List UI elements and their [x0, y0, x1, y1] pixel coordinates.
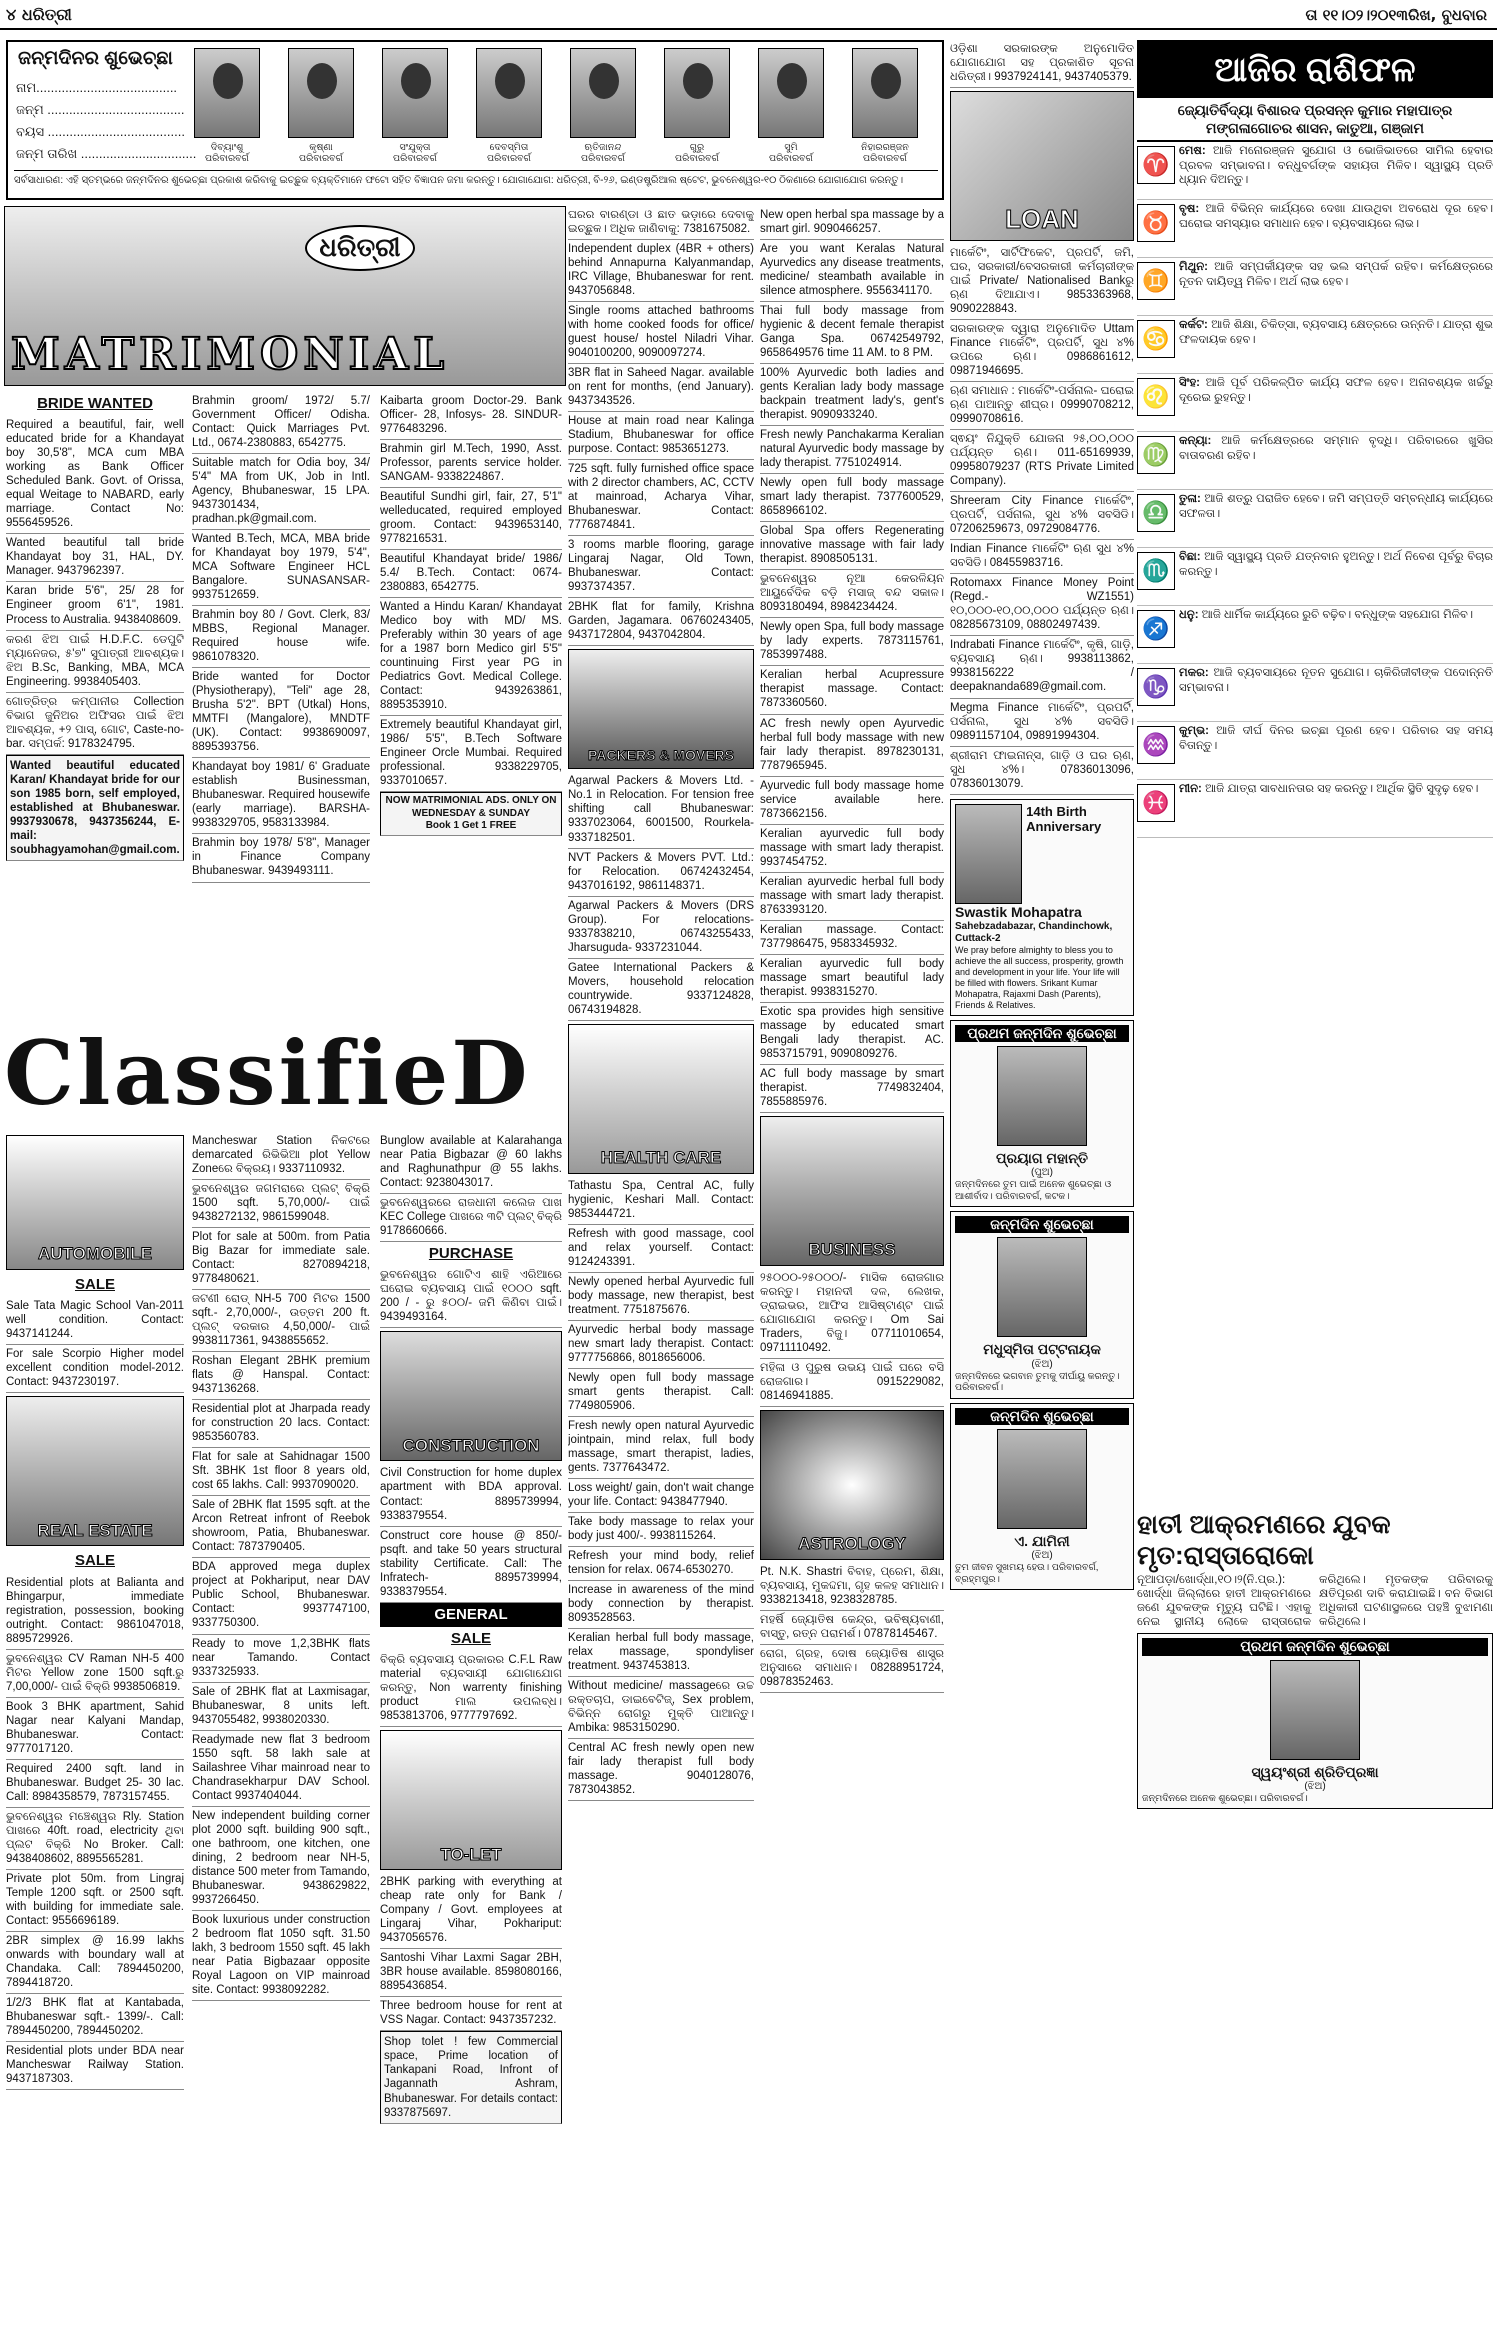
astrologer-byline: ଜ୍ୟୋତିର୍ବିଦ୍ୟା ବିଶାରଦ ପ୍ରସନ୍ନ କୁମାର ମହାପାତ୍ର ମଙ୍ଗଳାଗୋଚର ଶାସନ, କାତୁଆ, ଗଞ୍ଜାମ [1137, 98, 1493, 142]
classified-ad: ଜଟଣୀ ରୋଡ୍ NH-5 700 ମିଟର 1500 sqft.- 2,70,000/-, ଉତ୍ତମ 200 ft. ପ୍ଲଟ୍ ଦରକାର 4,50,000/- ପାଇଁ 9938117361, 9438855652. [192, 1290, 370, 1352]
horoscope-sign [1137, 780, 1493, 838]
construction-image [380, 1331, 562, 1461]
sign-name: ଧନୁ: [1179, 609, 1199, 622]
zodiac-icon: ♉ [1137, 204, 1175, 242]
classified-ad: ଘରର ବାରଣ୍ଡା ଓ ଛାତ ଭଡ଼ାରେ ଦେବାକୁ ଇଚ୍ଛୁକ। ଅଧିକ ଜାଣିବାକୁ: 7381675082. [568, 206, 754, 240]
card-message: ଜନ୍ମଦିନରେ ଅନେକ ଶୁଭେଚ୍ଛା। ପରିବାରବର୍ଗ। [1142, 1792, 1308, 1804]
classified-ad: ଭୁବନେଶ୍ୱରରେ ରାଜଧାନୀ କଲେଜ ପାଖ KEC College ପାଖରେ ୩ଟି ପ୍ଲଟ୍ ବିକ୍ରି 9178660666. [380, 1194, 562, 1242]
classified-ad: Refresh your mind body, relief tension for relax. 0674-6530270. [568, 1547, 754, 1581]
classified-ad: Wanted B.Tech, MCA, MBA bride for Khandayat boy 1979, 5'4", MCA Software Engineer HCL Bangalore. SUNASANSAR- 9937512659. [192, 530, 370, 606]
zodiac-icon: ♊ [1137, 262, 1175, 300]
card-title: ଜନ୍ମଦିନ ଶୁଭେଚ୍ଛା [955, 1216, 1129, 1233]
classified-ad: Brahmin boy 1978/ 5'8", Manager in Finance Company Bhubaneswar. 9439493111. [192, 834, 370, 882]
card-relation: (ଝିଅ) [1031, 1358, 1053, 1370]
sign-name: ମକର: [1179, 667, 1209, 680]
classified-ad: Sale of 2BHK flat 1595 sqft. at the Arcon Retreat infront of Reebok showroom, Patia, Bhubaneswar. Contact: 7873790405. [192, 1496, 370, 1558]
packers-movers-image [568, 649, 754, 769]
child-photo [382, 48, 448, 138]
classified-ad: Required 2400 sqft. land in Bhubaneswar. Budget 25- 30 lac. Call: 8984358579, 7873157455. [6, 1760, 184, 1808]
classified-ad: Wanted a Hindu Karan/ Khandayat Medico boy with MD/ MS. Preferably within 30 years of age for a 1987 born Medico girl 5'5" countinuing First year PG in Pediatrics Govt. Medical College. Contact: 9439263861, 8895353910. [380, 598, 562, 716]
card-title: ଜନ୍ମଦିନ ଶୁଭେଚ୍ଛା [955, 1408, 1129, 1425]
automobile-caption: AUTOMOBILE [38, 1244, 152, 1264]
card-title: 14th Birth Anniversary [1026, 803, 1102, 835]
birthday-card [950, 1403, 1134, 1591]
classified-ad: 2BHK flat for family, Krishna Garden, Jagamara. 06760243405, 9437172804, 9437042804. [568, 598, 754, 646]
classified-ad: Keralian herbal Acupressure therapist massage. Contact: 7873360560. [760, 666, 944, 714]
classified-ad: Beautiful Khandayat bride/ 1986/ 5.4/ B.Tech. Contact: 0674-2380883, 6542775. [380, 550, 562, 598]
classified-ad: ମହର୍ଷି ଜ୍ୟୋତିଷ କେନ୍ଦ୍ର, ଭବିଷ୍ୟବାଣୀ, ବାସ୍ତୁ, ରତ୍ନ ପରାମର୍ଶ। 07878145467. [760, 1611, 944, 1645]
horoscope-section [1137, 40, 1493, 1540]
child-photo [476, 48, 542, 138]
sign-name: କନ୍ୟା: [1179, 435, 1212, 448]
ad: ଭୁବନେଶ୍ୱର ଗୋଟିଏ ଶାହି ଏରିଆରେ ଘରୋଇ ବ୍ୟବସାୟ ପାଇଁ ୧୦୦୦ sqft. 200 / - ରୁ ୫୦୦/- ଜମି କିଣିବା ପାଇଁ। 9439493164. [380, 1266, 562, 1328]
sign-text: ଆଜି ସ୍ୱାସ୍ଥ୍ୟ ପ୍ରତି ଯତ୍ନବାନ ହୁଅନ୍ତୁ। ଅର୍ଥ ନିବେଶ ପୂର୍ବରୁ ବିଚାର କରନ୍ତୁ। [1179, 551, 1494, 578]
birthday-note: ସର୍ବସାଧାରଣ: ଏହି ସ୍ତମ୍ଭରେ ଜନ୍ମଦିନର ଶୁଭେଚ୍ଛା ପ୍ରକାଶ କରିବାକୁ ଇଚ୍ଛୁକ ବ୍ୟକ୍ତିମାନେ ଫଟୋ ସହିତ ବିଜ୍ଞାପନ ଜମା କରନ୍ତୁ। ଯୋଗାଯୋଗ: ଧରିତ୍ରୀ, ବି-୨୬, ଇଣ୍ଡଷ୍ଟ୍ରିଆଲ ଷ୍ଟେଟ, ଭୁବନେଶ୍ୱର-୧୦ ଠିକଣାରେ ଯୋଗାଯୋଗ କରନ୍ତୁ। [14, 170, 938, 187]
sign-name: ମେଷ: [1179, 145, 1206, 158]
horoscope-sign [1137, 432, 1493, 490]
classified-ad: Flat for sale at Sahidnagar 1500 Sft. 3BHK 1st floor 8 years old, cost 65 lakhs. Call: 9937090020. [192, 1448, 370, 1496]
classified-ad: ରୋଗ, ଗ୍ରହ, ଦୋଷ ଜ୍ୟୋତିଷ ଶାସ୍ତ୍ର ଅନୁସାରେ ସମାଧାନ। 08288951724, 09878352463. [760, 1645, 944, 1693]
classified-ad: Karan bride 5'6", 25/ 28 for Engineer groom 6'1", 1981. Process to Australia. 9438408609. [6, 582, 184, 630]
classified-ad: Residential plots under BDA near Mancheswar Railway Station. 9437187303. [6, 2042, 184, 2090]
card-message: ଜନ୍ମଦିନରେ ତୁମ ପାଇଁ ଅନେକ ଶୁଭେଚ୍ଛା ଓ ଆଶୀର୍ବାଦ। ପରିବାରବର୍ଗ, କଟକ। [955, 1179, 1112, 1202]
classified-ad: Newly open full body massage smart lady therapist. 7377600529, 8658966102. [760, 474, 944, 522]
sign-text: ଆଜି କର୍ମକ୍ଷେତ୍ରରେ ସମ୍ମାନ ବୃଦ୍ଧି। ପରିବାରରେ ଖୁସିର ବାତାବରଣ ରହିବ। [1179, 435, 1493, 462]
news-column [1137, 1505, 1493, 2325]
page-header [0, 0, 1497, 30]
photo [997, 1237, 1087, 1337]
classified-ad: Are you want Keralas Natural Ayurvedics any disease treatments, medicine/ steambath available in silence atmosphere. 9556341170. [760, 240, 944, 302]
classified-ad: ଓଡ଼ିଶା ସରକାରଙ୍କ ଅନୁମୋଦିତ ଯୋଗାଯୋଗ ସହ ପ୍ରକାଶିତ ସୂଚନା ଧରିତ୍ରୀ। 9937924141, 9437405379. [950, 40, 1134, 88]
classified-ad: Loss weight/ gain, don't wait change your life. Contact: 9438477940. [568, 1479, 754, 1513]
matrimonial-banner [4, 206, 566, 386]
matrimonial-offer-box: NOW MATRIMONIAL ADS. ONLY ON WEDNESDAY & SUNDAY Book 1 Get 1 FREE [380, 792, 562, 836]
child-name: ଋତିଜାନନ୍ଦ ପରିବାରବର୍ଗ [581, 142, 625, 165]
construction-caption: CONSTRUCTION [402, 1435, 540, 1455]
classified-ad: BDA approved mega duplex project at Pokhariput, near DAV Public School, Bhubaneswar. Contact: 9937747100, 9337750300. [192, 1558, 370, 1634]
classified-ad: Beautiful Sundhi girl, fair, 27, 5'1" welleducated, required employed groom. Contact: 9439653140, 9778216531. [380, 488, 562, 550]
classified-title: ClassifieD [4, 1021, 531, 1125]
classified-ad: 1/2/3 BHK flat at Kantabada, Bhubaneswar sqft.- 1399/-. Call: 7894450200, 7894450202. [6, 1994, 184, 2042]
classified-ad: Ayurvedic herbal body massage new smart lady therapist. Contact: 9777756866, 8018656006. [568, 1321, 754, 1369]
card-relation: (ପୁଅ) [1030, 1167, 1054, 1179]
classified-ad: Newly opened herbal Ayurvedic full body massage, new therapist, best treatment. 7751875676. [568, 1273, 754, 1321]
card-name: ଏ. ଯାମିନୀ [1014, 1532, 1070, 1549]
classified-ad: Plot for sale at 500m. from Patia Big Bazar for immediate sale. Contact: 8270894218, 9778480621. [192, 1228, 370, 1290]
classified-ad: Khandayat boy 1981/ 6' Graduate establish Businessman, Bhubaneswar. Required housewife (early marriage). BARSHA- 9938329705, 9583133984. [192, 758, 370, 834]
issue-date: ତା ୧୧।୦୨।୨୦୧୩ରିଖ, ବୁଧବାର [1305, 6, 1487, 24]
birthday-title: ଜନ୍ମଦିନର ଶୁଭେଚ୍ଛା [18, 48, 173, 69]
classified-ad: Central AC fresh newly open new fair lady therapist full body massage. 9040128076, 7873043852. [568, 1739, 754, 1801]
form-field: ବୟସ ...................................... [16, 124, 185, 139]
classified-ad: Private plot 50m. from Lingraj Temple 1200 sqft. or 2500 sqft. with building for immediate sale. Contact: 9556696189. [6, 1870, 184, 1932]
massage-business-astrology-column [760, 206, 944, 2326]
classified-ad: ଶ୍ରୀରାମ ଫାଇନାନ୍ସ, ଗାଡ଼ି ଓ ଘର ଋଣ, ସୁଧ ୪%। 07836013096, 07836013079. [950, 747, 1134, 795]
classified-ad: Megma Finance ମାର୍କେଟିଂ, ପ୍ରପର୍ଟି, ପର୍ସନାଲ, ସୁଧ ୪% ସବସିଡି। 09891157104, 09891994304. [950, 699, 1134, 747]
classified-ad: ୨୫୦୦୦-୨୫୦୦୦/- ମାସିକ ରୋଜଗାର କରନ୍ତୁ। ମହାନଦୀ ଦଳ, ଲେଖକ, ଡ୍ରାଇଭର, ଆଫିସ ଆସିଷ୍ଟାଣ୍ଟ ପାଇଁ ଯୋଗାଯୋଗ କରନ୍ତୁ। Om Sai Traders, ବିଜୁ। 07711010654, 09711110492. [760, 1269, 944, 1359]
sign-name: ବିଛା: [1179, 551, 1201, 564]
horoscope-sign [1137, 490, 1493, 548]
purchase-heading: PURCHASE [428, 1245, 514, 1263]
horoscope-sign [1137, 374, 1493, 432]
card-message: ଜନ୍ମଦିନରେ ଭଗବାନ ତୁମକୁ ଦୀର୍ଘାୟୁ କରନ୍ତୁ। ପରିବାରବର୍ଗ। [955, 1370, 1120, 1394]
classified-ad: Brahmin groom/ 1972/ 5.7/ Government Officer/ Odisha. Contact: Quick Marriages Pvt. Ltd., 0674-2380883, 6542775. [192, 392, 370, 454]
sign-text: ଆଜି ପୂର୍ବ ପରିକଳ୍ପିତ କାର୍ଯ୍ୟ ସଫଳ ହେବ। ଅନାବଶ୍ୟକ ଖର୍ଚ୍ଚରୁ ଦୂରେଇ ରୁହନ୍ତୁ। [1179, 377, 1493, 404]
classified-ad: Agarwal Packers & Movers Ltd. - No.1 in Relocation. For tension free shifting call Bhubaneswar: 9337023064, 6001500, Rourkela- 9337182501. [568, 772, 754, 848]
sign-name: ମୀନ: [1179, 783, 1202, 796]
child-photo [570, 48, 636, 138]
photo [997, 1046, 1087, 1146]
classified-ad: ମହିଳା ଓ ପୁରୁଷ ଉଭୟ ପାଇଁ ଘରେ ବସି ରୋଜଗାର। 0915229082, 08146941885. [760, 1359, 944, 1407]
photo [1270, 1660, 1360, 1760]
classified-ad: Construct core house @ 850/- psqft. and take 50 years structural stability Certificate. Call: The Infratech- 8895739994, 9338379554. [380, 1527, 562, 1603]
health-care-image [568, 1024, 754, 1174]
zodiac-icon: ♒ [1137, 726, 1175, 764]
zodiac-icon: ♋ [1137, 320, 1175, 358]
card-name: ପ୍ରୟାଗ ମହାନ୍ତି [996, 1149, 1088, 1166]
card-message: ତୁମ ଜୀବନ ସୁଖମୟ ହେଉ। ପରିବାରବର୍ଗ, ବ୍ରହ୍ମପୁର। [955, 1562, 1099, 1585]
classified-ad: ଋଣ ସମାଧାନ : ମାର୍କେଟିଂ-ପର୍ସନାଲ- ଘରୋଇ ଋଣ ପାଆନ୍ତୁ ଶୀଘ୍ର। 09990708212, 09990708616. [950, 382, 1134, 430]
classified-ad: Sale Tata Magic School Van-2011 well condition. Contact: 9437141244. [6, 1297, 184, 1345]
sign-name: କୁମ୍ଭ: [1179, 725, 1209, 738]
business-image [760, 1116, 944, 1266]
classified-ad: Keralian herbal full body massage, relax massage, spondyliser treatment. 9437453813. [568, 1629, 754, 1677]
classified-ad: Tathastu Spa, Central AC, fully hygienic, Keshari Mall. Contact: 9853444721. [568, 1177, 754, 1225]
classified-ad: Readymade new flat 3 bedroom 1550 sqft. 58 lakh sale at Sailashree Vihar mainroad near to Chandrasekharpur DAV School. Contact 9937404044. [192, 1731, 370, 1807]
classified-ad: New independent building corner plot 2000 sqft. building 900 sqft., one bathroom, one kitchen, one dining, 2 bedroom near NH-5, distance 500 meter from Tamando, Bhubaneswar. 9438629822, 9937266450. [192, 1807, 370, 1911]
dharitri-logo: ଧରିତ୍ରୀ [305, 225, 415, 271]
shop-tolet-box: Shop tolet ! few Commercial space, Prime location of Tankapani Road, Infront of Jagannath Ashram, Bhubaneswar. For details contact: 9337875697. [380, 2031, 562, 2123]
child-photo [194, 48, 260, 138]
classified-ad: ଭୁବନେଶ୍ୱର ନୂଆ କେରଳିୟନ ଆୟୁର୍ବେଦିକ ବଡ଼ି ମସାଜ୍ ବନ୍ଦ ସକାଳ। 8093180494, 8984234424. [760, 570, 944, 618]
classified-ad: Three bedroom house for rent at VSS Nagar. Contact: 9437357232. [380, 1997, 562, 2031]
horoscope-sign [1137, 316, 1493, 374]
birthday-card [950, 1020, 1134, 1208]
to-let-image [380, 1730, 562, 1870]
child-name: ଗୁରୁ ପରିବାରବର୍ଗ [675, 142, 719, 165]
packers-caption: PACKERS & MOVERS [588, 747, 734, 764]
zodiac-icon: ♈ [1137, 146, 1175, 184]
real-estate-caption: REAL ESTATE [37, 1520, 153, 1540]
classified-ad: ମାର୍କେଟିଂ, ସାର୍ଟିଫିକେଟ, ପ୍ରପର୍ଟି, ଜମି, ଘର, ସରକାରୀ/ବେସରକାରୀ କର୍ମଚାରୀଙ୍କ ପାଇଁ Private/ Nationalised Bankରୁ ଋଣ ଦିଆଯାଏ। 9853363968, 9090228843. [950, 244, 1134, 320]
classified-ad: Residential plot at Jharpada ready for construction 20 lacs. Contact: 9853560783. [192, 1400, 370, 1448]
classified-ad: Without medicine/ massageରେ ଉଚ୍ଚ ରକ୍ତଚାପ, ଡାଇବେଟିଜ୍, Sex problem, ବିଭିନ୍ନ ରୋଗରୁ ମୁକ୍ତି ପାଆନ୍ତୁ। Ambika: 9853150290. [568, 1677, 754, 1739]
classified-ad: Newly open full body massage smart gents therapist. Call: 7749805906. [568, 1369, 754, 1417]
classified-ad: Refresh with good massage, cool and relax yourself. Contact: 9124243391. [568, 1225, 754, 1273]
classified-ad: Single rooms attached bathrooms with home cooked foods for office/ guest house/ hostel Niladri Vihar. 9040100200, 9090097274. [568, 302, 754, 364]
classified-ad: ଭୁବନେଶ୍ୱର ମଞ୍ଚେଶ୍ୱର Rly. Station ପାଖରେ 40ft. road, electricity ଥିବା ପ୍ଲଟ ବିକ୍ରି No Broker. Call: 9438408602, 8895565281. [6, 1808, 184, 1870]
horoscope-sign [1137, 606, 1493, 664]
classified-ad: Santoshi Vihar Laxmi Sagar 2BH, 3BR house available. 8598080166, 8895436854. [380, 1949, 562, 1997]
classified-ad: Newly open Spa, full body massage by lady experts. 7873115761, 7853997488. [760, 618, 944, 666]
card-title: ପ୍ରଥମ ଜନ୍ମଦିନ ଶୁଭେଚ୍ଛା [955, 1025, 1129, 1042]
classified-ad: Ayurvedic full body massage home service available here. 7873662156. [760, 777, 944, 825]
classified-ad: Bunglow available at Kalarahanga near Patia Bigbazar @ 60 lakhs and Raghunathpur @ 55 lakhs. Contact: 9238043017. [380, 1132, 562, 1194]
horoscope-sign [1137, 142, 1493, 200]
classified-ad: Keralian ayurvedic full body massage with smart lady therapist. 9937454752. [760, 825, 944, 873]
child-name: ନିହାରରଞ୍ଜନ ପରିବାରବର୍ଗ [861, 142, 909, 165]
sign-text: ଆଜି ଶିକ୍ଷା, ଚିକିତ୍ସା, ବ୍ୟବସାୟ କ୍ଷେତ୍ରରେ ଉନ୍ନତି। ଯାତ୍ରା ଶୁଭ ଫଳଦାୟକ ହେବ। [1179, 319, 1493, 346]
classified-ad: Bride wanted for Doctor (Physiotherapy), "Teli" age 28, Brusha 5'2". BPT (Utkal) Hons, MMTFI (Mangalore), MNDTF (UK). Contact: 9938690097, 8895393756. [192, 668, 370, 758]
photo [955, 804, 1022, 904]
sign-text: ଆଜି ଦୀର୍ଘ ଦିନର ଇଚ୍ଛା ପୂରଣ ହେବ। ପରିବାର ସହ ସମୟ ବିତାନ୍ତୁ। [1179, 725, 1493, 752]
zodiac-icon: ♐ [1137, 610, 1175, 648]
classified-ad: Book luxurious under construction 2 bedroom flat 1050 sqft. 31.50 lakh, 3 bedroom 1550 sqft. 45 lakh near Patia Bigbazaar opposite Royal Lagoon on VIP mainroad site. Contact: 9938092282. [192, 1911, 370, 2001]
classified-ad: Thai full body massage from hygienic & decent female therapist Ganga Spa. 06742549792, 9658649576 time 11 AM. to 8 PM. [760, 302, 944, 364]
classified-ad: Suitable match for Odia boy, 34/ 5'4" MA from UK, Job in Intl. Agency, Bhubaneswar, 15 LPA. 9437301434, pradhan.pk@gmail.com. [192, 454, 370, 530]
classified-ad: Mancheswar Station ନିକଟରେ demarcated ରିଭିଭିଆ plot Yellow Zoneରେ ବିକ୍ରୟ। 9337110932. [192, 1132, 370, 1180]
card-relation: (ଝିଅ) [1304, 1780, 1326, 1792]
classified-ad: Required a beautiful, fair, well educated bride for a Khandayat boy 30,5'8", MCA cum MBA working as Bank Officer Scheduled Bank. Govt. of Orissa, equal Weitage to NABARD, early marriage. Contact No: 9556459526. [6, 416, 184, 534]
card-address: Sahebzadabazar, Chandinchowk, Cuttack-2 [955, 920, 1113, 944]
news-body: ନୂଆପଡ଼ା/ଖୋର୍ଦ୍ଧା,୧୦।୨(ନି.ପ୍ର.): ଖୋର୍ଦ୍ଧା ଜିଲ୍ଲାରେ ହାତୀ ଆକ୍ରମଣରେ ଜଣେ ଯୁବକଙ୍କ ମୃତ୍ୟୁ ଘଟିଛି। ଏହାକୁ ନେଇ ସ୍ଥାନୀୟ ଲୋକେ ରାସ୍ତାରୋକ କରିଥିଲେ। ମୃତକଙ୍କ ପରିବାରକୁ କ୍ଷତିପୂରଣ ଦାବି କରାଯାଇଛି। ବନ ବିଭାଗ ଅଧିକାରୀ ଘଟଣାସ୍ଥଳରେ ପହଞ୍ଚି ବୁଝାମଣା କରିଥିଲେ। [1137, 1574, 1493, 1629]
classified-ad: Keralian ayurvedic herbal full body massage with smart lady therapist. 8763393120. [760, 873, 944, 921]
classified-ad: Increase in awareness of the mind body connection by therapist. 8093528563. [568, 1581, 754, 1629]
classified-ad: Keralian ayurvedic full body massage smart beautiful lady therapist. 9938315270. [760, 955, 944, 1003]
classified-ad: ସରକାରଙ୍କ ଦ୍ୱାରା ଅନୁମୋଦିତ Uttam Finance ମାର୍କେଟିଂ, ପ୍ରପର୍ଟି, ସୁଧ ୪% ଉପରେ ଋଣ। 0986861612, 09871946695. [950, 320, 1134, 382]
astrology-caption: ASTROLOGY [798, 1534, 906, 1554]
child-name: ସଂଯୁକ୍ତା ପରିବାରବର୍ଗ [393, 142, 437, 165]
astrology-image [760, 1410, 944, 1560]
sign-name: ମିଥୁନ: [1179, 261, 1208, 274]
zodiac-icon: ♏ [1137, 552, 1175, 590]
classified-ad: Roshan Elegant 2BHK premium flats @ Hanspal. Contact: 9437136268. [192, 1352, 370, 1400]
loan-caption: LOAN [1005, 204, 1079, 235]
sign-text: ଆଜି ବିଭିନ୍ନ କାର୍ଯ୍ୟରେ ଦେଖା ଯାଉଥିବା ଅବରୋଧ ଦୂର ହେବ। ଘରୋଇ ସମସ୍ୟାର ସମାଧାନ ହେବ। ବ୍ୟବସାୟରେ ଲାଭ। [1179, 203, 1493, 230]
child-photo [852, 48, 918, 138]
birthday-card [950, 1211, 1134, 1399]
to-let-caption: TO-LET [440, 1844, 502, 1864]
zodiac-icon: ♓ [1137, 784, 1175, 822]
horoscope-sign [1137, 200, 1493, 258]
matrimonial-column-2 [192, 392, 370, 1012]
classified-ad: 2BR simplex @ 16.99 lakhs onwards with boundary wall at Chandaka. Call: 7894450200, 7894418720. [6, 1932, 184, 1994]
sign-name: ବୃଷ: [1179, 203, 1200, 216]
loan-birthday-column [950, 40, 1134, 2326]
form-field: ନାମ....................................... [16, 80, 178, 95]
classified-ad: ଭୁବନେଶ୍ୱର CV Raman NH-5 400 ମିଟର Yellow zone 1500 sqft.ରୁ 7,00,000/- ପାଇଁ ବିକ୍ରି 9938506819. [6, 1650, 184, 1698]
classified-ad: Gatee International Packers & Movers, household relocation countrywide. 9337124828, 06743194828. [568, 959, 754, 1021]
card-message: We pray before almighty to bless you to achieve the all success, prosperity, growth and development in your life. Your life will be filled with flowers. Srikant Kumar Mohapatra, Rajaxmi Dash (Parents), Friends & Relatives. [955, 945, 1124, 1010]
loan-image [950, 91, 1134, 241]
automobile-image [6, 1135, 184, 1270]
classified-ad: Independent duplex (4BR + others) behind Annapurna Kalyanmandap, IRC Village, Bhubaneswar for rent. 9437056848. [568, 240, 754, 302]
horoscope-sign [1137, 722, 1493, 780]
health-care-caption: HEALTH CARE [600, 1147, 722, 1167]
automobile-realestate-column [6, 1132, 184, 2327]
classified-ad: Extremely beautiful Khandayat girl, 1986/ 5'5", B.Tech Software Engineer Orcle Mumbai. Required professional. 9338229705, 9337010657. [380, 716, 562, 792]
classified-ad: Pt. N.K. Shastri ବିବାହ, ପ୍ରେମ, ଶିକ୍ଷା, ବ୍ୟବସାୟ, ମୁକଦ୍ଦମା, ଗୃହ କଳହ ସମାଧାନ। 9338213418, 9238328785. [760, 1563, 944, 1611]
classified-ad: Fresh newly Panchakarma Keralian natural Ayurvedic body massage by lady therapist. 7751024914. [760, 426, 944, 474]
classified-ad: Exotic spa provides high sensitive massage by educated smart Bengali lady therapist. AC. 9853715791, 9090809276. [760, 1003, 944, 1065]
classified-ad: 2BHK parking with everything at cheap rate only for Bank / Company / Govt. employees at Lingaraj Vihar, Pokhariput: 9437056576. [380, 1873, 562, 1949]
zodiac-icon: ♎ [1137, 494, 1175, 532]
classified-ad: Rotomaxx Finance Money Point (Regd.- WZ1551) ୧୦,୦୦୦-୧୦,୦୦,୦୦୦ ପର୍ଯ୍ୟନ୍ତ ଋଣ। 08285673109, 08802497439. [950, 574, 1134, 636]
ad: ବିକ୍ରି ବ୍ୟବସାୟ ପ୍ରକାରର C.F.L Raw material ବ୍ୟବସାୟୀ ଯୋଗାଯୋଗ କରନ୍ତୁ, Non warrenty finishing product ମାଲ ଉପଲବ୍ଧ। 9853813706, 9777797692. [380, 1651, 562, 1727]
child-name: ସୁମି ପରିବାରବର୍ଗ [769, 142, 813, 165]
child-name: ଦେବସ୍ମିତା ପରିବାରବର୍ଗ [487, 142, 531, 165]
page-number: ୪ ଧରିତ୍ରୀ [6, 5, 72, 24]
classified-ad: Brahmin girl M.Tech, 1990, Asst. Professor, parents service holder. SANGAM- 9338224867. [380, 440, 562, 488]
general-heading: GENERAL [380, 1603, 562, 1627]
classified-ad: Fresh newly open natural Ayurvedic jointpain, mind relax, full body massage, smart therapist, ladies, gents. 7377643472. [568, 1417, 754, 1479]
zodiac-icon: ♑ [1137, 668, 1175, 706]
classified-ad: Global Spa offers Regenerating innovative massage with fair lady therapist. 8908505131. [760, 522, 944, 570]
classified-ad: ଗୋତ୍ରିତ୍ର କମ୍ପାନୀର Collection ବିଭାଗ ଜୁନିଅର ଅଫିସର ପାଇଁ ଝିଅ ଆବଶ୍ୟକ, +୨ ପାସ୍, ଗୋଟ, Caste-no-bar. ସମ୍ପର୍କ: 9178324795. [6, 693, 184, 755]
boxed-ad: Wanted beautiful educated Karan/ Khandayat bride for our son 1985 born, self employed, established at Bhubaneswar. 9937930678, 9437356244, E-mail: soubhagyamohan@gmail.com. [6, 755, 184, 861]
groom-wanted-column [380, 392, 562, 1012]
sign-text: ଆଜି ଯାତ୍ରା ସାବଧାନତାର ସହ କରନ୍ତୁ। ଆର୍ଥିକ ସ୍ଥିତି ସୁଦୃଢ଼ ହେବ। [1205, 783, 1479, 796]
classified-ad: New open herbal spa massage by a smart girl. 9090466257. [760, 206, 944, 240]
purchase-construction-column [380, 1132, 562, 2327]
birthday-card [1137, 1633, 1493, 1809]
classified-ad: 725 sqft. fully furnished office space with 2 director chambers, AC, CCTV at mainroad, Acharya Vihar, Bhubaneswar. Contact: 7776874841. [568, 460, 754, 536]
horoscope-sign [1137, 548, 1493, 606]
child-name: ଦିବ୍ୟାଂଶୁ ପରିବାରବର୍ଗ [205, 142, 249, 165]
classified-ad: AC fresh newly open Ayurvedic herbal full body massage with new fair lady therapist. 8978230131, 7787965945. [760, 715, 944, 777]
sale-heading: SALE [450, 1629, 491, 1647]
bride-wanted-column [6, 392, 184, 1012]
birthday-wishes-strip [6, 40, 944, 200]
classified-ad: କରଣ ଝିଅ ପାଇଁ H.D.F.C. ଡେପୁଟି ମ୍ୟାନେଜର, ୫'୭" ସୁପାତ୍ରୀ ଆବଶ୍ୟକ। ଝିଅ B.Sc, Banking, MBA, MCA Engineering. 9938405403. [6, 631, 184, 693]
classified-ad: House at main road near Kalinga Stadium, Bhubaneswar for office purpose. Contact: 9853651273. [568, 412, 754, 460]
card-name: ମଧୁସ୍ମିତା ପଟ୍ଟନାୟକ [983, 1341, 1101, 1358]
child-photo [664, 48, 730, 138]
sign-name: ତୁଳା: [1179, 493, 1201, 506]
zodiac-icon: ♌ [1137, 378, 1175, 416]
card-relation: (ଝିଅ) [1031, 1550, 1053, 1562]
classified-ad: ଭୁବନେଶ୍ୱର ଜଗମରାରେ ପ୍ଲଟ୍ ବିକ୍ରି 1500 sqft. 5,70,000/- ପାଇଁ 9438272132, 9861599048. [192, 1180, 370, 1228]
classified-ad: Indian Finance ମାର୍କେଟିଂ ଋଣ ସୁଧ ୪% ସବସିଡି। 08455983716. [950, 540, 1134, 574]
classified-ad: Take body massage to relax your body just 400/-. 9938115264. [568, 1513, 754, 1547]
classified-ad: For sale Scorpio Higher model excellent condition model-2012. Contact: 9437230197. [6, 1345, 184, 1393]
card-title: ପ୍ରଥମ ଜନ୍ମଦିନ ଶୁଭେଚ୍ଛା [1142, 1638, 1488, 1655]
classified-ad: Shreeram City Finance ମାର୍କେଟିଂ, ପ୍ରପର୍ଟି, ପର୍ସନାଲ, ସୁଧ ୪% ସବସିଡି। 07206259673, 09729084776. [950, 492, 1134, 540]
form-field: ଜନ୍ମ ...................................... [16, 102, 185, 117]
classified-ad: Book 3 BHK apartment, Sahid Nagar near Kalyani Mandap, Bhubaneswar. Contact: 9777017120. [6, 1698, 184, 1760]
classified-ad: AC full body massage by smart therapist. 7749832404, 7855885976. [760, 1065, 944, 1113]
sign-name: କର୍କଟ: [1179, 319, 1208, 332]
classified-ad: Indrabati Finance ମାର୍କେଟିଂ, କୃଷି, ଗାଡ଼ି, ବ୍ୟବସାୟ ଋଣ। 9938113862, 9938156222 / deepaknanda689@gmail.com. [950, 636, 1134, 698]
to-let-packers-health-column [568, 206, 754, 2326]
sign-text: ଆଜି ଧାର୍ମିକ କାର୍ଯ୍ୟରେ ରୁଚି ବଢ଼ିବ। ବନ୍ଧୁଙ୍କ ସହଯୋଗ ମିଳିବ। [1201, 609, 1473, 622]
bride-wanted-heading: BRIDE WANTED [37, 395, 153, 412]
classified-ad: 100% Ayurvedic both ladies and gents Keralian lady body massage backpain treatment lady's, gent's therapist. 9090933240. [760, 364, 944, 426]
horoscope-title: ଆଜିର ରାଶିଫଳ [1137, 40, 1493, 98]
classified-ad: 3 rooms marble flooring, garage Lingaraj Nagar, Old Town, Bhubaneswar. Contact: 9937374357. [568, 536, 754, 598]
sign-text: ଆଜି ଶତ୍ରୁ ପରାଜିତ ହେବେ। ଜମି ସମ୍ପତ୍ତି ସମ୍ବନ୍ଧୀୟ କାର୍ଯ୍ୟରେ ସଫଳତା। [1179, 493, 1493, 520]
real-estate-image [6, 1396, 184, 1546]
classified-ad: Wanted beautiful tall bride Khandayat boy 31, HAL, DY. Manager. 9437962397. [6, 534, 184, 582]
classified-ad: 3BR flat in Saheed Nagar. available on rent for months, (end January). 9437343526. [568, 364, 754, 412]
classified-ad: Brahmin boy 80 / Govt. Clerk, 83/ MBBS, Regional Manager. Required house wife. 9861078320. [192, 606, 370, 668]
classified-ad: Keralian massage. Contact: 7377986475, 9583345932. [760, 921, 944, 955]
classified-ad: NVT Packers & Movers PVT. Ltd.: for Relocation. 06742432454, 9437016192, 9861148371. [568, 849, 754, 897]
sign-text: ଆଜି ସମ୍ପର୍କୀୟଙ୍କ ସହ ଭଲ ସମ୍ପର୍କ ରହିବ। କର୍ମକ୍ଷେତ୍ରରେ ନୂତନ ଦାୟିତ୍ୱ ମିଳିବ। ଅର୍ଥ ଲାଭ ହେବ। [1179, 261, 1493, 288]
classified-ad: ସ୍ଵୟଂ ନିଯୁକ୍ତି ଯୋଜନା ୨୫,୦୦,୦୦୦ ପର୍ଯ୍ୟନ୍ତ ଋଣ। 011-65169939, 09958079237 (RTS Private Limited Company). [950, 430, 1134, 492]
sale-heading: SALE [74, 1276, 115, 1293]
classified-ad: Kaibarta groom Doctor-29. Bank Officer- 28, Infosys- 28. SINDUR- 9776483296. [380, 392, 562, 440]
card-name: Swastik Mohapatra [955, 903, 1082, 920]
sign-name: ସିଂହ: [1179, 377, 1200, 390]
news-headline: ହାତୀ ଆକ୍ରମଣରେ ଯୁବକ ମୃତ:ରାସ୍ତାରୋକୋ [1137, 1509, 1391, 1571]
classified-ad: Agarwal Packers & Movers (DRS Group). For relocations- 9337838210, 06743255433, Jharsuguda- 9337231044. [568, 897, 754, 959]
matrimonial-title: MATRIMONIAL [11, 329, 450, 380]
classified-ad: Residential plots at Balianta and Bhingarpur, immediate registration, possession, booking outright. Contact: 9861047018, 8895729926. [6, 1574, 184, 1650]
child-photo [758, 48, 824, 138]
child-photo [288, 48, 354, 138]
child-name: କୃଷ୍ଣା ପରିବାରବର୍ଗ [299, 142, 343, 165]
classified-banner [4, 1018, 562, 1128]
form-field: ଜନ୍ମ ତାରିଖ ................................ [16, 146, 197, 161]
classified-ad: Civil Construction for home duplex apartment with BDA approval. Contact: 8895739994, 9338379554. [380, 1464, 562, 1526]
sale-heading: SALE [74, 1552, 115, 1570]
horoscope-sign [1137, 258, 1493, 316]
card-name: ସ୍ୱୟଂଶ୍ରୀ ଶ୍ରିତିପ୍ରଜ୍ଞା [1251, 1763, 1379, 1780]
real-estate-column-2 [192, 1132, 370, 2327]
classified-ad: Ready to move 1,2,3BHK flats near Tamando. Contact 9337325933. [192, 1635, 370, 1683]
sign-text: ଆଜି ମନୋରଞ୍ଜନ ସୁଯୋଗ ଓ ଭୋଜିଭାତରେ ସାମିଲ ହେବାର ପ୍ରବଳ ସମ୍ଭାବନା। ବନ୍ଧୁବର୍ଗଙ୍କ ସହାୟତା ମିଳିବ। ସ୍ୱାସ୍ଥ୍ୟ ପ୍ରତି ଧ୍ୟାନ ଦିଅନ୍ତୁ। [1179, 145, 1493, 187]
birthday-card [950, 799, 1134, 1016]
horoscope-sign [1137, 664, 1493, 722]
sign-text: ଆଜି ବ୍ୟବସାୟରେ ନୂତନ ସୁଯୋଗ। ଚାକିରିଜୀବୀଙ୍କ ପଦୋନ୍ନତି ସମ୍ଭାବନା। [1179, 667, 1494, 694]
classified-ad: Sale of 2BHK flat at Laxmisagar, Bhubaneswar, 8 units left. 9437055482, 9938020330. [192, 1683, 370, 1731]
business-caption: BUSINESS [808, 1240, 896, 1260]
photo [997, 1429, 1087, 1529]
zodiac-icon: ♍ [1137, 436, 1175, 474]
